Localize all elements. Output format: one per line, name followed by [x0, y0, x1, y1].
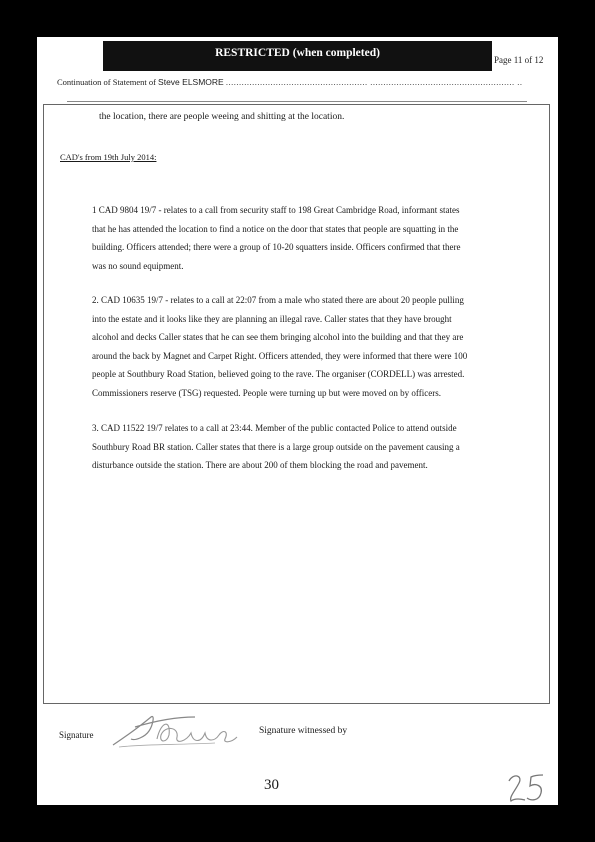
paragraph-line: people at Southbury Road Station, believed going to the rave. The organiser (CORDELL) was arrested. — [92, 369, 465, 380]
restricted-label: RESTRICTED (when completed) — [215, 47, 380, 59]
box-top-rule — [67, 101, 527, 102]
cad-paragraph-3 — [92, 419, 532, 475]
restricted-banner — [103, 41, 492, 71]
paragraph-line: disturbance outside the station. There are about 200 of them blocking the road and pavement. — [92, 460, 428, 471]
signature-image — [105, 707, 255, 751]
statement-author-name: Steve ELSMORE — [158, 77, 224, 87]
page-folio: 30 — [264, 777, 279, 793]
handwritten-number — [505, 771, 549, 805]
paragraph-line: was no sound equipment. — [92, 260, 184, 271]
paragraph-line: 1 CAD 9804 19/7 - relates to a call from security staff to 198 Great Cambridge Road, informant states — [92, 205, 460, 215]
continuation-line — [57, 77, 537, 87]
continued-text-line: the location, there are people weeing and shitting at the location. — [99, 112, 345, 122]
paragraph-line: building. Officers attended; there were a group of 10-20 squatters inside. Officers confirmed that there — [92, 242, 461, 253]
page-number: Page 11 of 12 — [494, 55, 544, 65]
cads-heading: CAD's from 19th July 2014: — [60, 152, 157, 162]
paragraph-line: Commissioners reserve (TSG) requested. People were turning up but were moved on by officers. — [92, 387, 441, 398]
signature-witnessed-label: Signature witnessed by — [259, 726, 348, 736]
paragraph-line: around the back by Magnet and Carpet Right. Officers attended, they were informed that there were 100 — [92, 350, 468, 361]
paragraph-line: 2. CAD 10635 19/7 - relates to a call at 22:07 from a male who stated there are about 20 people pulling — [92, 295, 464, 305]
continuation-dots: ...................................................... ....................................................... .. — [225, 77, 523, 87]
cad-paragraph-1 — [92, 201, 532, 275]
paragraph-line: alcohol and decks Caller states that he can see them bringing alcohol into the building and that they are — [92, 332, 464, 343]
paragraph-line: Southbury Road BR station. Caller states that there is a large group outside on the pavement causing a — [92, 441, 460, 452]
continuation-prefix: Continuation of Statement of — [57, 77, 159, 87]
statement-text-box — [43, 104, 550, 704]
paragraph-line: into the estate and it looks like they are planning an illegal rave. Caller states that they have brought — [92, 313, 452, 324]
paragraph-line: that he has attended the location to find a notice on the door that states that people are squatting in the — [92, 223, 459, 234]
statement-page — [37, 37, 558, 805]
paragraph-line: 3. CAD 11522 19/7 relates to a call at 23:44. Member of the public contacted Police to attend outside — [92, 423, 457, 433]
cad-paragraph-2 — [92, 291, 532, 403]
signature-label: Signature — [59, 730, 94, 740]
